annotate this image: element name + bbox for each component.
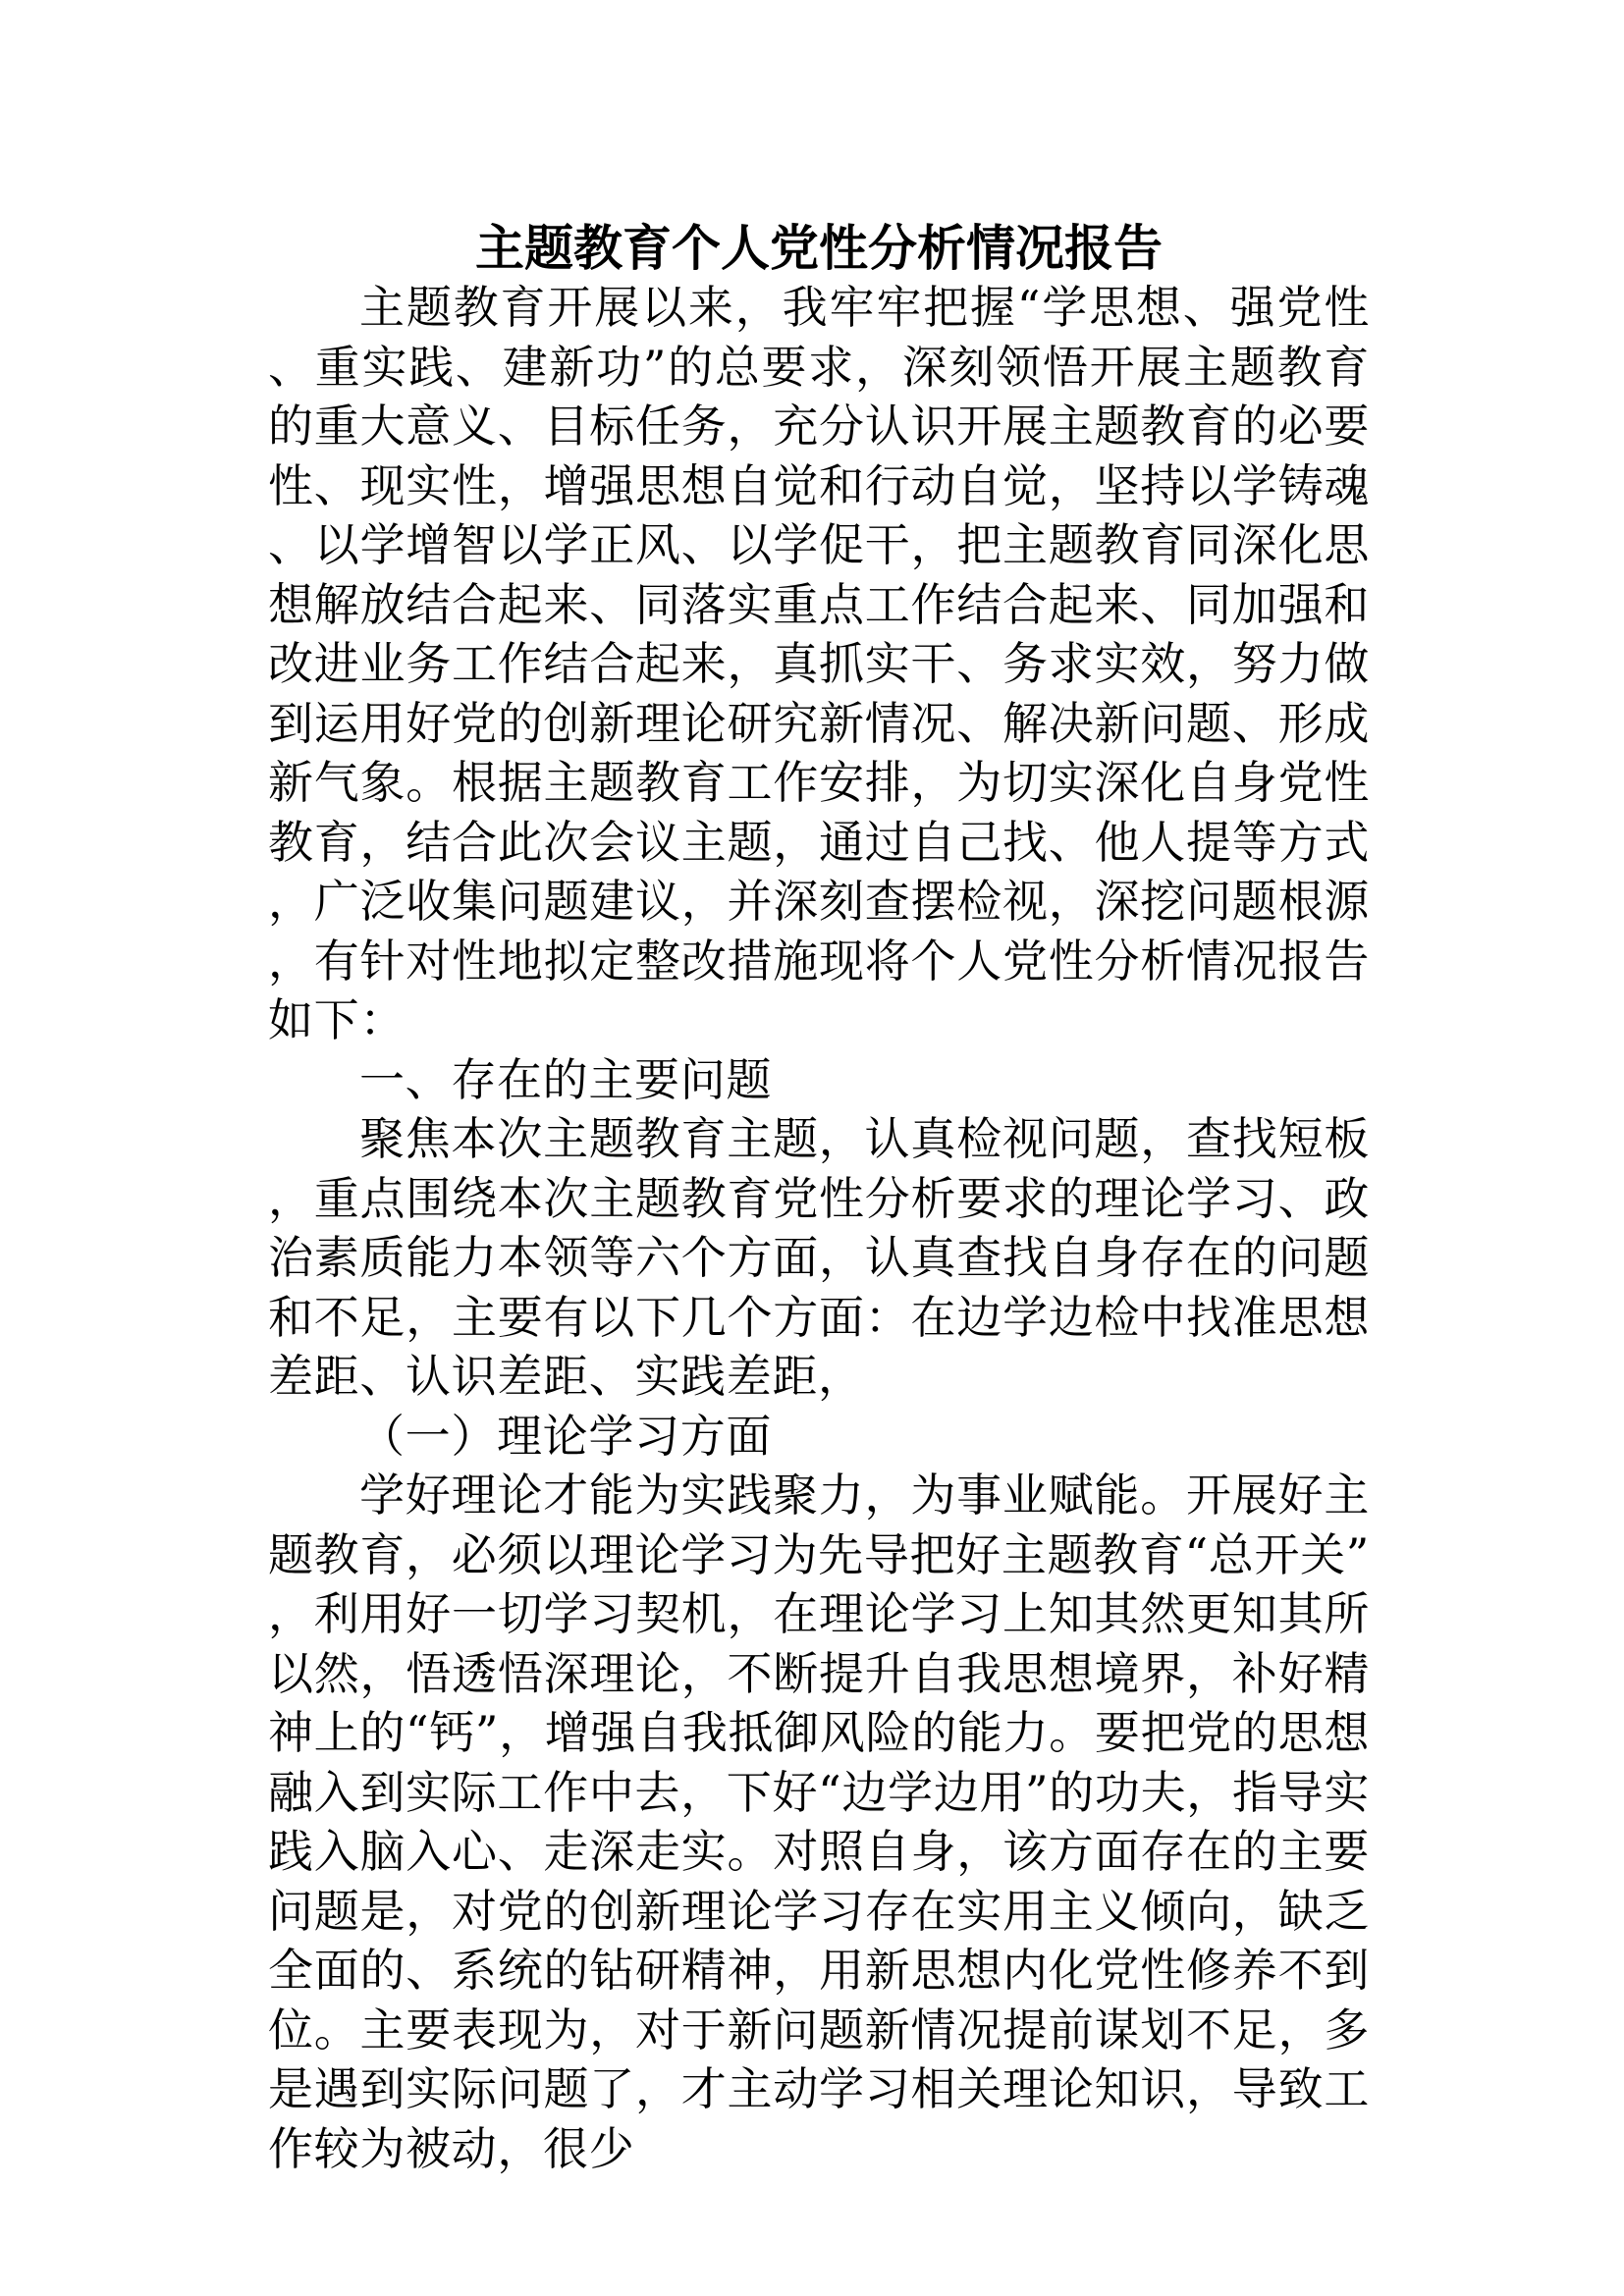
theory-study-paragraph: 学好理论才能为实践聚力，为事业赋能。开展好主题教育，必须以理论学习为先导把好主题教育“总开关”，利用好一切学习契机，在理论学习上知其然更知其所以然，悟透悟深理论，不断提升自我思想境界，补好精神上的“钙”，增强自我抵御风险的能力。要把党的思想融入到实际工作中去，下好“边学边用”的功夫，指导实践入脑入心、走深走实。对照自身，该方面存在的主要问题是，对党的创新理论学习存在实用主义倾向，缺乏全面的、系统的钻研精神，用新思想内化党性修养不到位。主要表现为，对于新问题新情况提前谋划不足，多是遇到实际问题了，才主动学习相关理论知识，导致工作较为被动，很少 xyxy=(268,1468,1370,2175)
section-heading-main-problems: 一、存在的主要问题 xyxy=(359,1052,773,1106)
document-page xyxy=(268,219,1370,2178)
subsection-heading-theory-study: （一）理论学习方面 xyxy=(359,1409,773,1463)
problems-overview-paragraph: 聚焦本次主题教育主题，认真检视问题，查找短板，重点围绕本次主题教育党性分析要求的理论学习、政治素质能力本领等六个方面，认真查找自身存在的问题和不足，主要有以下几个方面：在边学边检中找准思想差距、认识差距、实践差距， xyxy=(268,1112,1370,1403)
document-title: 主题教育个人党性分析情况报告 xyxy=(475,219,1163,277)
intro-paragraph: 主题教育开展以来，我牢牢把握“学思想、强党性、重实践、建新功”的总要求，深刻领悟开展主题教育的重大意义、目标任务，充分认识开展主题教育的必要性、现实性，增强思想自觉和行动自觉，坚持以学铸魂、以学增智以学正风、以学促干，把主题教育同深化思想解放结合起来、同落实重点工作结合起来、同加强和改进业务工作结合起来，真抓实干、务求实效，努力做到运用好党的创新理论研究新情况、解决新问题、形成新气象。根据主题教育工作安排，为切实深化自身党性教育，结合此次会议主题，通过自己找、他人提等方式，广泛收集问题建议，并深刻查摆检视，深挖问题根源，有针对性地拟定整改措施现将个人党性分析情况报告如下： xyxy=(268,281,1370,1046)
